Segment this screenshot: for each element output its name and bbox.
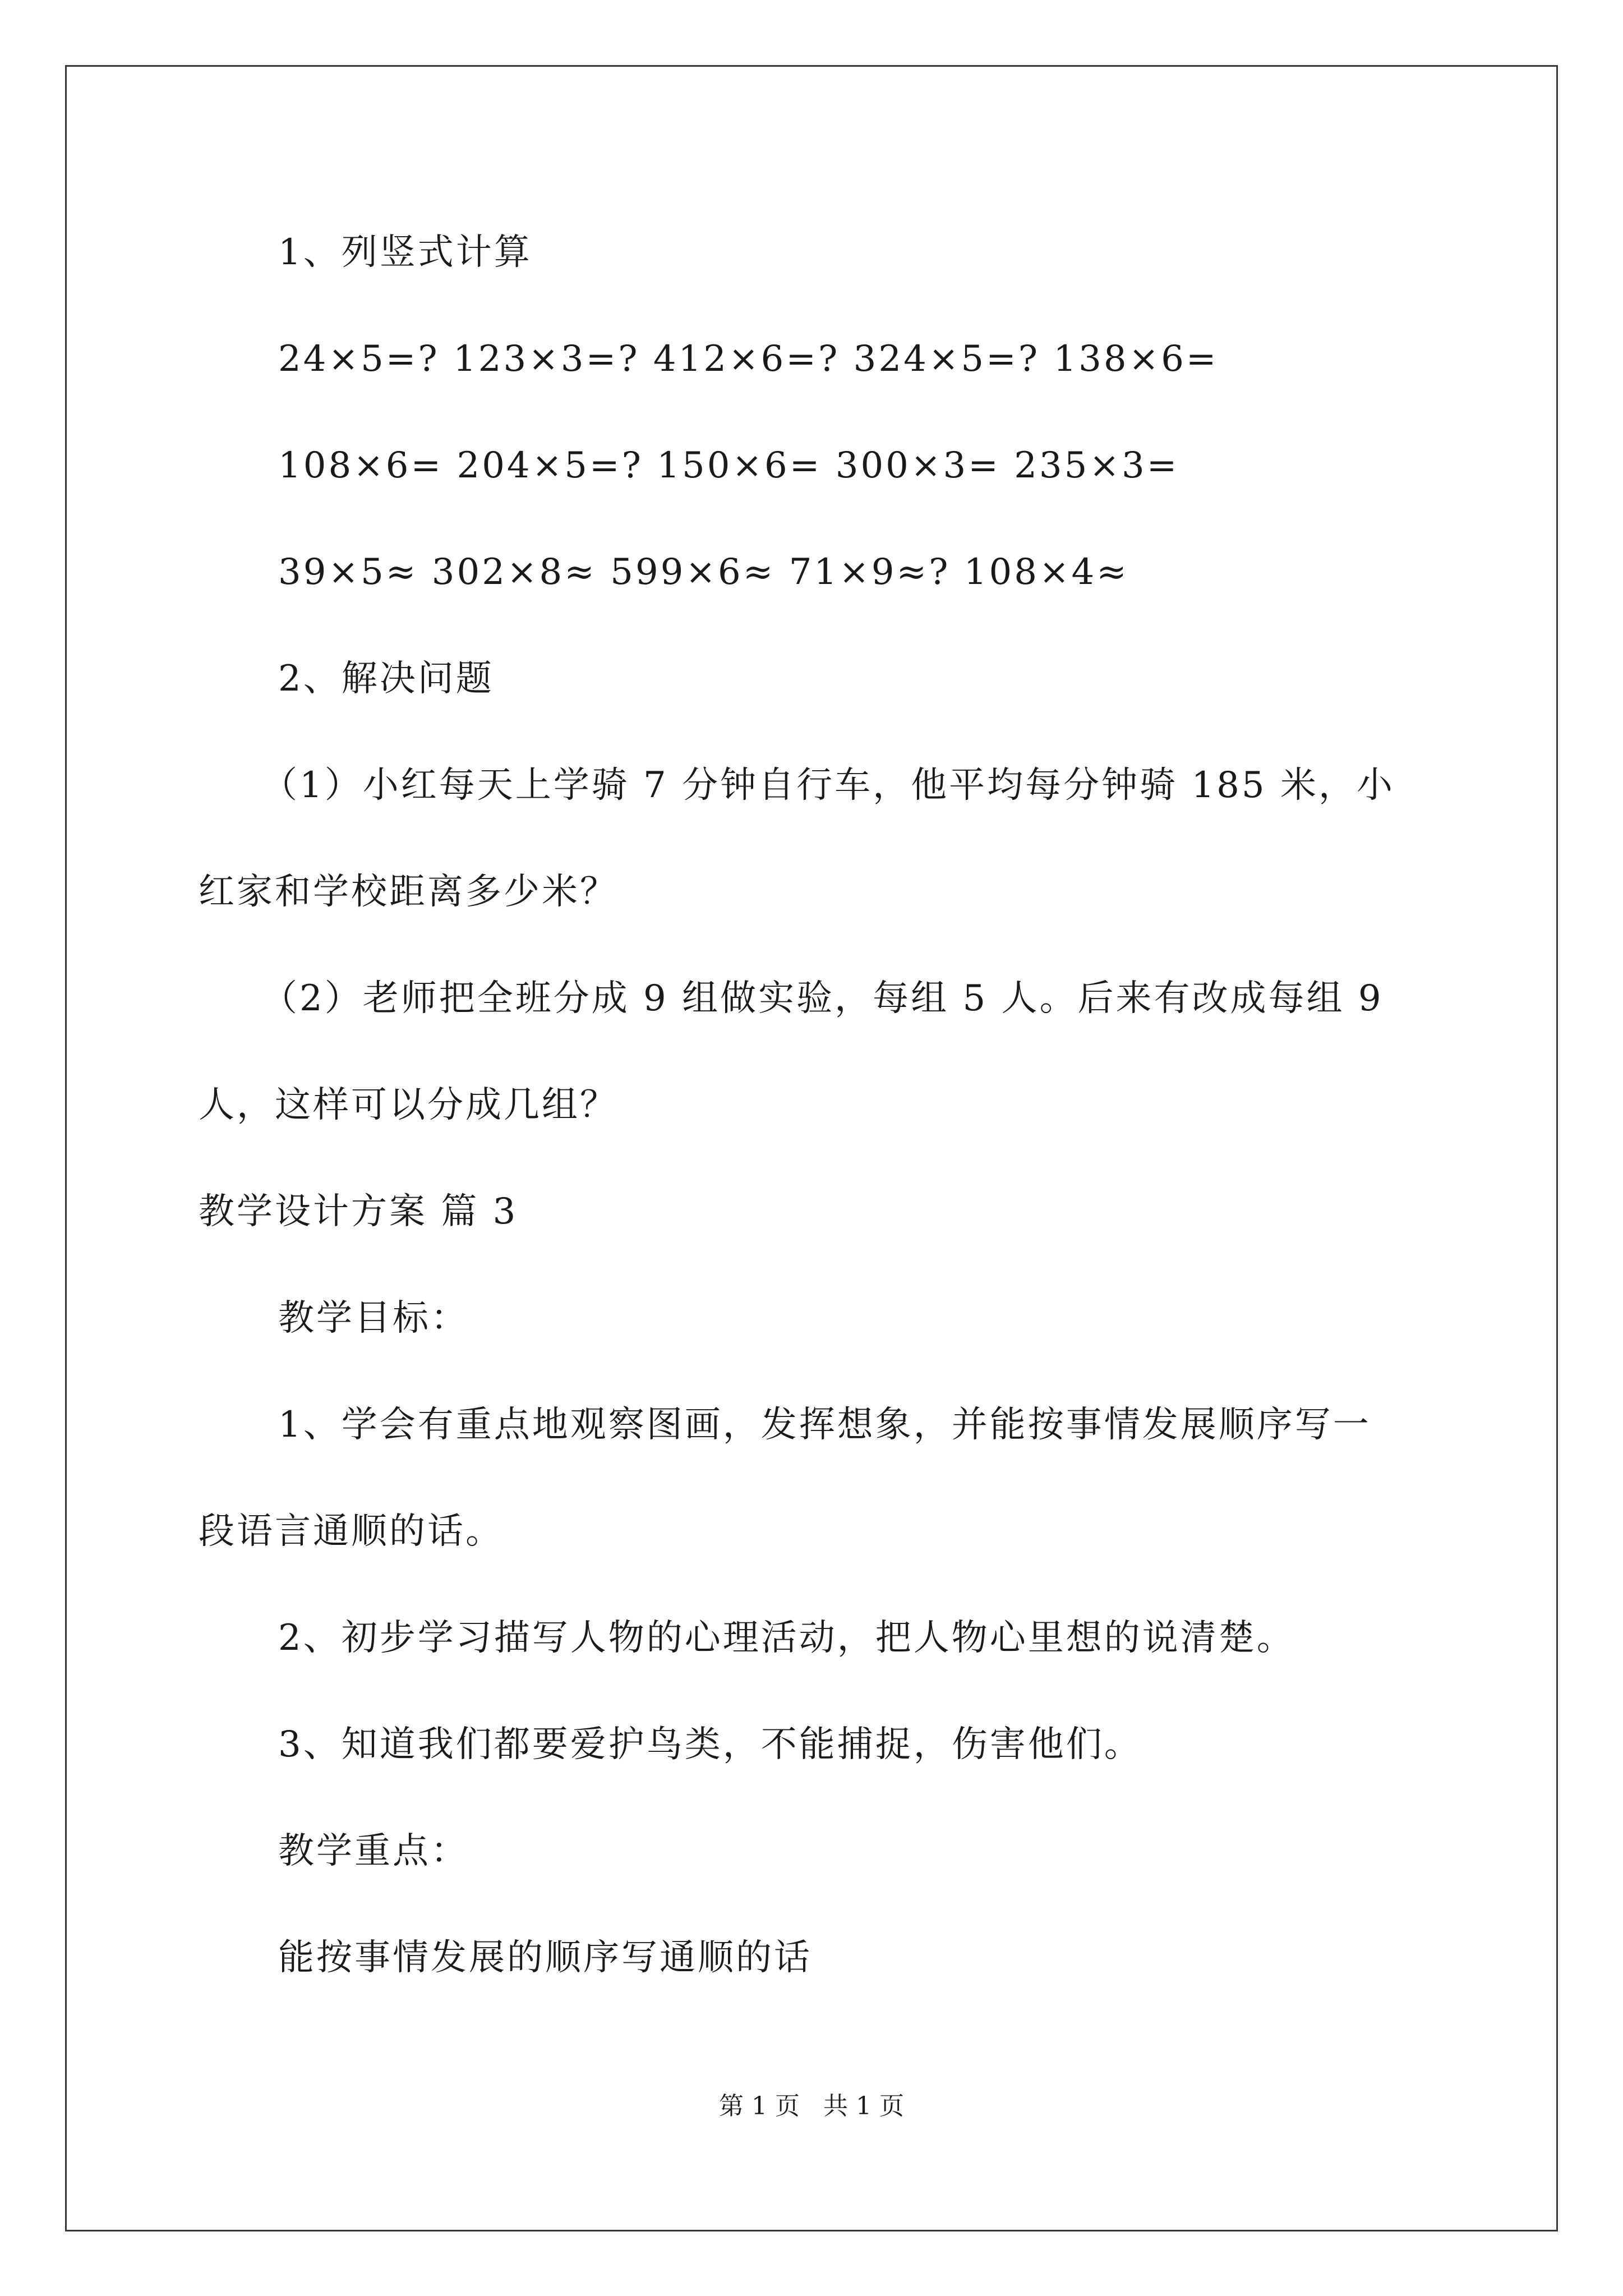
goal-3: 3、知道我们都要爱护鸟类，不能捕捉，伤害他们。 bbox=[278, 1724, 1142, 1765]
goal-2: 2、初步学习描写人物的心理活动，把人物心里想的说清楚。 bbox=[278, 1617, 1295, 1659]
calc-row-2: 108×6= 204×5=? 150×6= 300×3= 235×3= bbox=[278, 445, 1179, 486]
calc-row-3: 39×5≈ 302×8≈ 599×6≈ 71×9≈? 108×4≈ bbox=[278, 551, 1129, 593]
calc-row-1: 24×5=? 123×3=? 412×6=? 324×5=? 138×6= bbox=[278, 338, 1219, 380]
goal-1-line-2: 段语言通顺的话。 bbox=[199, 1511, 504, 1552]
section-heading-vertical-calc: 1、列竖式计算 bbox=[278, 232, 532, 273]
page-border bbox=[65, 65, 1558, 2231]
teaching-focus-text: 能按事情发展的顺序写通顺的话 bbox=[278, 1937, 812, 1978]
problem-2-line-2: 人，这样可以分成几组？ bbox=[199, 1084, 618, 1126]
problem-1-line-1: （1）小红每天上学骑 7 分钟自行车，他平均每分钟骑 185 米，小 bbox=[261, 765, 1395, 806]
teaching-goals-heading: 教学目标： bbox=[278, 1297, 469, 1339]
page-number-footer: 第 1 页 共 1 页 bbox=[719, 2092, 904, 2120]
document-section-title: 教学设计方案 篇 3 bbox=[199, 1191, 518, 1232]
problem-2-line-1: （2）老师把全班分成 9 组做实验，每组 5 人。后来有改成每组 9 bbox=[261, 978, 1384, 1019]
problem-1-line-2: 红家和学校距离多少米？ bbox=[199, 871, 618, 913]
goal-1-line-1: 1、学会有重点地观察图画，发挥想象，并能按事情发展顺序写一 bbox=[278, 1404, 1371, 1446]
section-heading-problems: 2、解决问题 bbox=[278, 658, 494, 700]
teaching-focus-heading: 教学重点： bbox=[278, 1830, 469, 1872]
